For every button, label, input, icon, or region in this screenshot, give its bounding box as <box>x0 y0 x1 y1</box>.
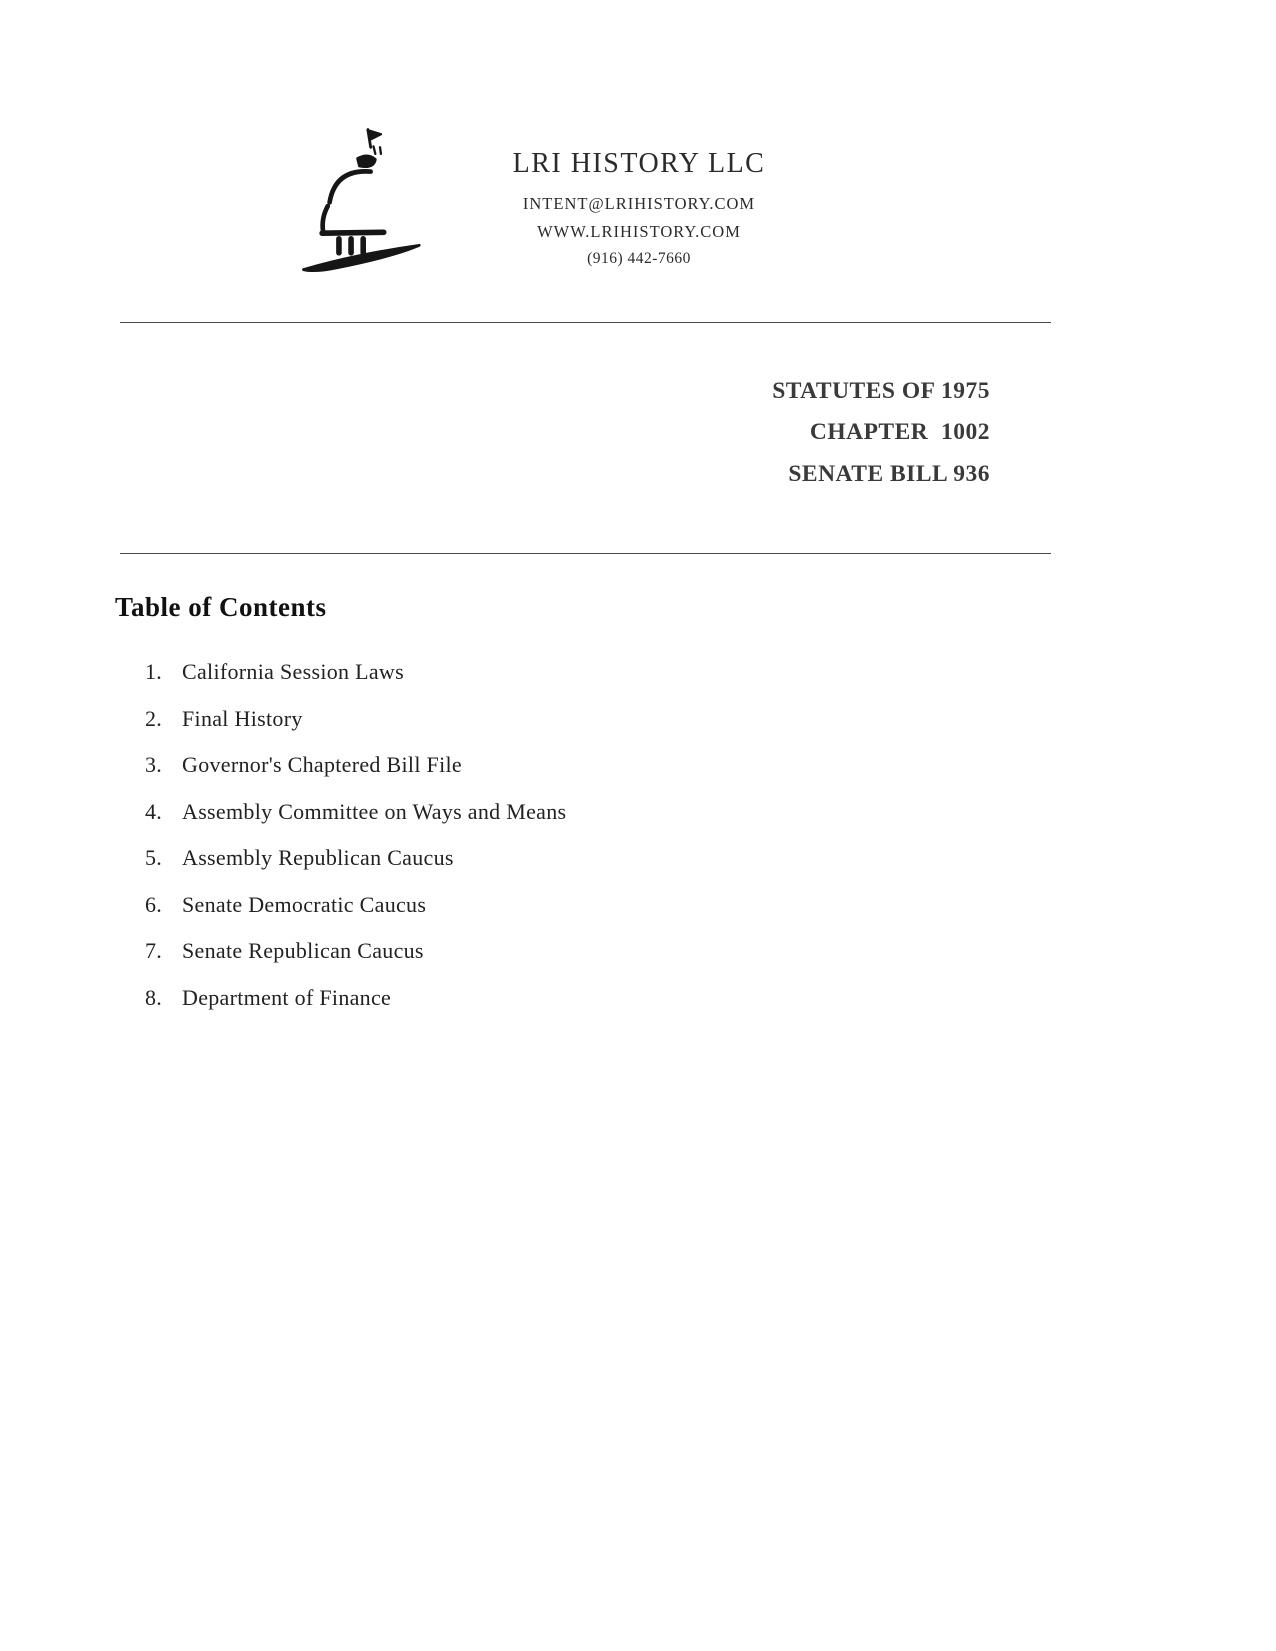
letterhead-contact-block <box>474 122 804 268</box>
divider-bottom <box>120 553 1051 554</box>
toc-item-label: Senate Democratic Caucus <box>182 891 427 917</box>
toc-item-number: 5. <box>145 845 163 871</box>
senate-bill-line: SENATE BILL 936 <box>788 460 990 487</box>
toc-item <box>145 752 1276 778</box>
toc-item-label: Governor's Chaptered Bill File <box>182 752 462 778</box>
toc-item-number: 2. <box>145 705 163 731</box>
toc-item <box>145 799 1276 825</box>
toc-item <box>145 938 1276 964</box>
company-email: INTENT@LRIHISTORY.COM <box>522 194 756 213</box>
toc-list <box>145 659 1276 1011</box>
company-phone: (916) 442-7660 <box>587 250 691 267</box>
toc-item-label: Final History <box>182 705 303 731</box>
company-name: LRI HISTORY LLC <box>512 148 766 179</box>
toc-item <box>145 985 1276 1011</box>
toc-item-number: 7. <box>145 938 163 964</box>
statutes-line: STATUTES OF 1975 <box>772 378 990 404</box>
divider-top <box>120 322 1051 323</box>
toc-item-number: 4. <box>145 798 163 824</box>
toc-item-label: Department of Finance <box>182 984 392 1010</box>
toc-item <box>145 659 1276 685</box>
toc-item <box>145 706 1276 732</box>
toc-item-number: 6. <box>145 891 163 917</box>
toc-item-label: Assembly Committee on Ways and Means <box>182 798 567 824</box>
letterhead <box>0 0 1276 280</box>
toc-item-number: 1. <box>145 659 163 685</box>
toc-item-number: 8. <box>145 984 163 1010</box>
toc-item-number: 3. <box>145 752 163 778</box>
toc-item-label: Senate Republican Caucus <box>182 938 424 964</box>
toc-item-label: California Session Laws <box>182 659 404 685</box>
toc-item <box>145 892 1276 918</box>
statute-title-block <box>0 371 990 495</box>
toc-heading: Table of Contents <box>115 592 327 623</box>
capitol-logo-icon <box>296 122 436 280</box>
chapter-line: CHAPTER 1002 <box>809 419 990 446</box>
company-website: WWW.LRIHISTORY.COM <box>537 222 741 241</box>
toc-item <box>145 845 1276 871</box>
toc-item-label: Assembly Republican Caucus <box>182 845 454 871</box>
